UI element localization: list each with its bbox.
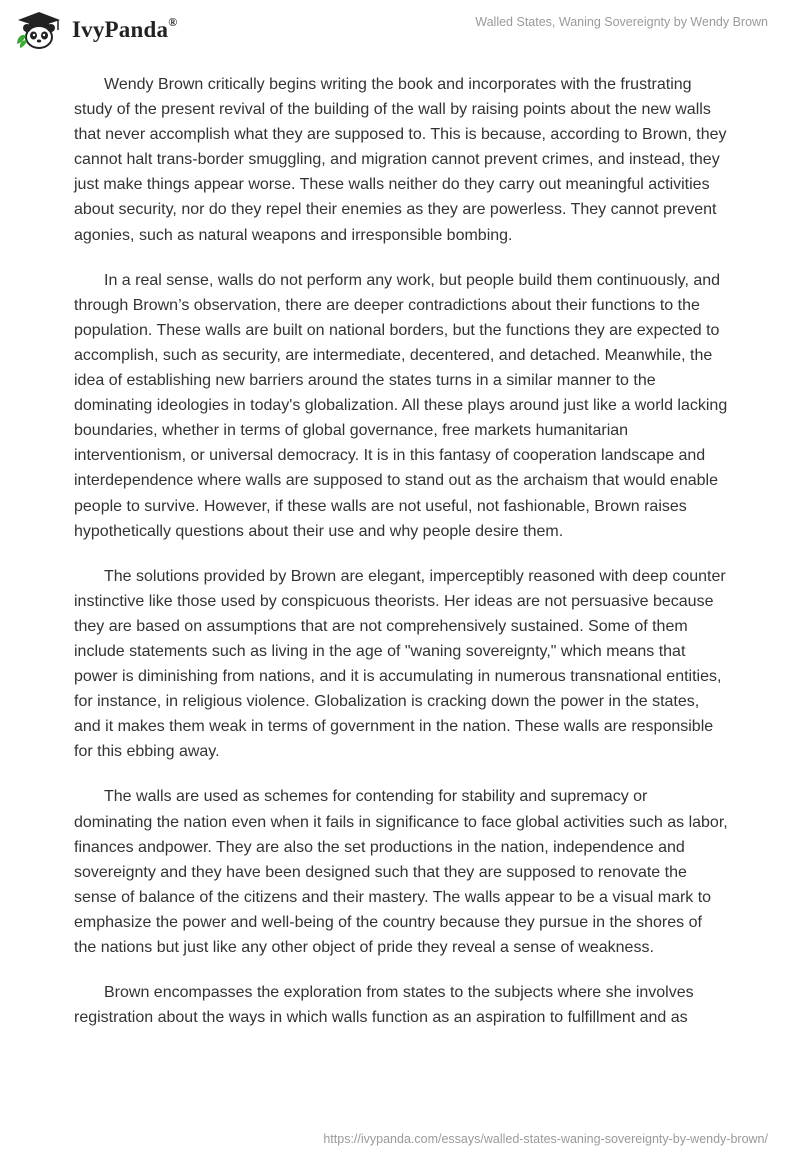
paragraph: The walls are used as schemes for contending for stability and supremacy or dominating the nation even when it fails in significance to face global activities such as labor, finances andpower. They are also the set productions in the nation, independence and sovereignty and they have been designed such that they are supposed to renovate the sense of balance of the citizens and their mastery. The walls appear to be a visual mark to emphasize the power and well-being of the country because they pursue in the shores of the nations but just like any other object of pride they reveal a sense of weakness.: [74, 788, 728, 956]
brand-name: IvyPanda®: [72, 15, 178, 42]
page-header: [0, 0, 800, 60]
document-title: Walled States, Waning Sovereignty by Wendy Brown: [475, 15, 768, 29]
paragraph: In a real sense, walls do not perform any work, but people build them continuously, and through Brown’s observation, there are deeper contradictions about their functions to the population. These walls are built on national borders, but the functions they are expected to accomplish, such as security, are intermediate, decentered, and detached. Meanwhile, the idea of establishing new barriers around the states turns in a similar manner to the dominating ideologies in today's globalization. All these plays around just like a world lacking boundaries, whether in terms of global governance, free markets humanitarian interventionism, or universal democracy. It is in this fantasy of cooperation landscape and interdependence where walls are supposed to stand out as the archaism that would enable people to survive. However, if these walls are not useful, not fashionable, Brown raises hypothetically questions about their use and why people desire them.: [74, 271, 728, 540]
essay-body: [74, 72, 728, 1050]
paragraph: The solutions provided by Brown are elegant, imperceptibly reasoned with deep counter instinctive like those used by conspicuous theorists. Her ideas are not persuasive because they are based on assumptions that are not comprehensively sustained. Some of them include statements such as living in the age of "waning sovereignty," which means that power is diminishing from nations, and it is accumulating in numerous transnational entities, for instance, in religious violence. Globalization is cracking down the power in the states, and it makes them weak in terms of government in the nation. These walls are responsible for this ebbing away.: [74, 567, 726, 761]
panda-graduate-icon: [14, 10, 64, 50]
ivypanda-logo[interactable]: [14, 10, 177, 50]
source-url[interactable]: https://ivypanda.com/essays/walled-states-waning-sovereignty-by-wendy-brown/: [323, 1132, 768, 1146]
registered-mark: ®: [168, 15, 178, 30]
paragraph: Brown encompasses the exploration from states to the subjects where she involves registration about the ways in which walls function as an aspiration to fulfillment and as: [74, 984, 694, 1027]
paragraph: Wendy Brown critically begins writing the book and incorporates with the frustrating study of the present revival of the building of the wall by raising points about the new walls that never accomplish what they are supposed to. This is because, according to Brown, they cannot halt trans-border smuggling, and migration cannot prevent crimes, and instead, they just make things appear worse. These walls neither do they carry out meaningful activities about security, nor do they repel their enemies as they are powerless. They cannot prevent agonies, such as natural weapons and irresponsible bombing.: [74, 76, 727, 244]
